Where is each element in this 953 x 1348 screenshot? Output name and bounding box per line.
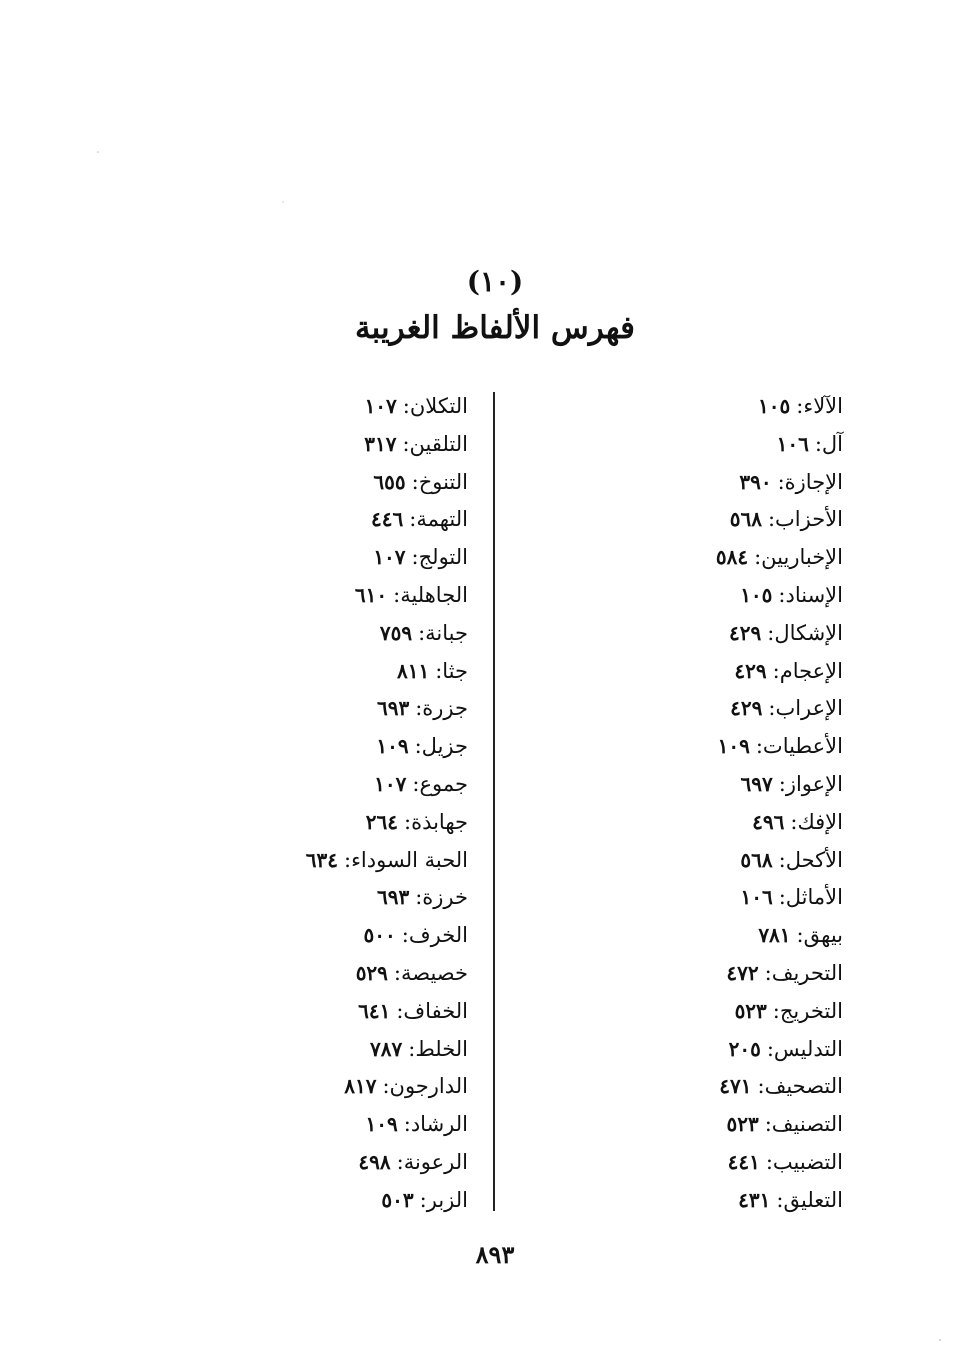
index-entry <box>118 690 468 728</box>
index-entry <box>118 653 468 691</box>
index-entry <box>523 804 843 842</box>
index-term: الإعجام <box>779 658 843 683</box>
separator-colon: : <box>415 696 423 721</box>
index-entry <box>523 917 843 955</box>
separator-colon: : <box>755 734 763 759</box>
index-page-number: ٤٩٦ <box>752 809 785 834</box>
index-page-number: ١٠٧ <box>364 394 397 418</box>
index-page-number: ٥٨٤ <box>715 545 749 570</box>
index-page-number: ١٠٧ <box>373 545 406 570</box>
index-entry <box>523 728 843 766</box>
index-entry <box>118 804 468 842</box>
index-page-number: ١٠٩ <box>376 734 409 759</box>
index-term: الدارجون <box>389 1074 468 1099</box>
index-term: الإفك <box>797 809 843 834</box>
index-term: جموع <box>419 771 468 796</box>
separator-colon: : <box>796 923 804 948</box>
index-term: خرزة <box>422 885 468 910</box>
separator-colon: : <box>403 1112 411 1137</box>
index-entry <box>523 426 843 464</box>
index-entry <box>523 1144 843 1182</box>
index-entry <box>523 464 843 502</box>
index-term: الإسناد <box>785 582 843 607</box>
index-page-number: ٦١٠ <box>354 582 388 607</box>
index-term: التصحيف <box>764 1074 843 1099</box>
page-number: ٨٩٣ <box>475 1240 515 1269</box>
index-page-number: ٧٨١ <box>758 923 791 948</box>
separator-colon: : <box>772 658 780 683</box>
index-term: التلقين <box>409 431 468 456</box>
index-entry <box>118 1144 468 1182</box>
separator-colon: : <box>415 885 423 910</box>
index-term: الخلط <box>415 1036 468 1061</box>
separator-colon: : <box>767 507 776 532</box>
separator-colon: : <box>414 734 422 759</box>
index-page-number: ٥٦٨ <box>740 847 773 872</box>
separator-colon: : <box>766 1036 774 1061</box>
separator-colon: : <box>419 1187 427 1212</box>
index-term: خصيصة <box>401 960 468 985</box>
index-term: التحريف <box>771 960 843 985</box>
index-entry <box>523 539 843 577</box>
separator-colon: : <box>754 545 762 570</box>
index-entry <box>118 577 468 615</box>
separator-colon: : <box>765 1149 773 1174</box>
separator-colon: : <box>778 885 786 910</box>
index-term: التولج <box>418 545 468 570</box>
index-page-number: ١٠٥ <box>758 394 791 418</box>
separator-colon: : <box>778 582 786 607</box>
index-term: آل <box>821 431 843 456</box>
index-term: الإعواز <box>785 771 843 796</box>
separator-colon: : <box>814 431 822 456</box>
index-page-number: ١٠٩ <box>717 734 750 759</box>
chapter-number: (١٠) <box>466 265 524 298</box>
index-page-number: ٤٧٢ <box>726 960 759 985</box>
separator-colon: : <box>778 771 786 796</box>
index-page-number: ٦٥٥ <box>373 469 406 494</box>
separator-colon: : <box>412 771 420 796</box>
column-divider <box>493 392 495 1211</box>
index-entry <box>118 1031 468 1069</box>
separator-colon: : <box>396 998 404 1023</box>
index-term: التهمة <box>416 507 468 532</box>
separator-colon: : <box>393 582 401 607</box>
separator-colon: : <box>401 923 409 948</box>
index-page-number: ٤٢٩ <box>729 620 762 645</box>
index-term: الخرف <box>408 923 468 948</box>
separator-colon: : <box>393 960 401 985</box>
index-page-number: ٥٢٣ <box>734 998 767 1023</box>
index-term: جهابذة <box>411 809 468 834</box>
index-page-number: ٥٦٨ <box>729 507 762 532</box>
index-entry <box>523 993 843 1031</box>
index-page-number: ٨١١ <box>396 658 430 683</box>
index-term: الإشكال <box>774 620 843 645</box>
page-title: فهرس الألفاظ الغريبة <box>355 310 635 346</box>
separator-colon: : <box>767 620 775 645</box>
index-entry <box>523 1182 843 1220</box>
index-entry <box>523 690 843 728</box>
index-term: التضبيب <box>772 1149 843 1174</box>
separator-colon: : <box>764 1112 772 1137</box>
index-entry <box>523 388 843 426</box>
index-term: الإجازة <box>784 469 843 494</box>
separator-colon: : <box>776 1187 784 1212</box>
index-entry <box>523 766 843 804</box>
index-entry <box>118 842 468 880</box>
index-entry <box>118 1106 468 1144</box>
index-entry <box>118 766 468 804</box>
index-term: التخريج <box>779 998 843 1023</box>
index-entry <box>118 464 468 502</box>
index-term: جثا <box>442 658 468 683</box>
separator-colon: : <box>403 809 412 834</box>
index-page-number: ٣١٧ <box>364 431 397 456</box>
index-term: الرعونة <box>403 1149 468 1174</box>
index-page-number: ٧٨٧ <box>370 1036 403 1061</box>
index-term: بيهق <box>803 923 843 948</box>
index-entry <box>523 1106 843 1144</box>
index-term: التدليس <box>773 1036 843 1061</box>
index-term: التعليق <box>783 1187 843 1212</box>
index-term: الأحزاب <box>775 507 843 532</box>
index-term: الرشاد <box>410 1112 468 1137</box>
separator-colon: : <box>777 469 785 494</box>
index-term: الحبة السوداء <box>351 847 468 872</box>
index-entry <box>523 653 843 691</box>
index-term: جبانة <box>425 620 468 645</box>
index-page-number: ٦٣٤ <box>305 847 338 872</box>
index-page-number: ٦٩٧ <box>740 771 773 796</box>
index-page-number: ٦٩٣ <box>376 885 410 910</box>
index-entry <box>118 917 468 955</box>
index-page-number: ٤٩٨ <box>358 1149 391 1174</box>
separator-colon: : <box>409 507 417 532</box>
separator-colon: : <box>418 620 426 645</box>
index-page-number: ٤٤١ <box>727 1149 760 1174</box>
index-entry <box>523 615 843 653</box>
index-entry <box>118 1182 468 1220</box>
index-page-number: ٤٢٩ <box>734 658 767 683</box>
index-page-number: ٨١٧ <box>344 1074 377 1099</box>
separator-colon: : <box>778 847 786 872</box>
index-entry <box>118 1068 468 1106</box>
index-entry <box>118 728 468 766</box>
separator-colon: : <box>757 1074 765 1099</box>
separator-colon: : <box>382 1074 390 1099</box>
index-page-number: ٢٠٥ <box>728 1036 761 1061</box>
index-page-number: ١٠٦ <box>740 885 773 910</box>
index-term: الأعطيات <box>762 734 843 759</box>
index-page-number: ٥٢٣ <box>726 1112 759 1137</box>
index-entry <box>118 955 468 993</box>
index-page-number: ٤٤٦ <box>371 507 404 532</box>
separator-colon: : <box>764 960 772 985</box>
index-entry <box>523 1068 843 1106</box>
index-term: التصنيف <box>771 1112 843 1137</box>
separator-colon: : <box>768 696 776 721</box>
index-page-number: ٤٧١ <box>719 1074 752 1099</box>
index-entry <box>118 388 468 426</box>
index-page-number: ١٠٦ <box>776 431 809 456</box>
index-page-number: ١٠٥ <box>740 582 773 607</box>
index-term: جزيل <box>421 734 468 759</box>
index-page-number: ٢٦٤ <box>365 809 398 834</box>
index-term: الزبر <box>426 1187 468 1212</box>
separator-colon: : <box>396 1149 404 1174</box>
index-page-number: ٥٢٩ <box>355 960 388 985</box>
separator-colon: : <box>402 394 410 418</box>
index-entry <box>118 879 468 917</box>
index-column-right <box>523 388 843 1220</box>
index-term: الإخباريين <box>761 545 843 570</box>
index-term: الآلاء <box>803 394 843 418</box>
index-entry <box>523 955 843 993</box>
index-page-number: ٥٠٣ <box>381 1187 414 1212</box>
index-page-number: ٦٤١ <box>358 998 391 1023</box>
index-term: التكلان <box>409 394 468 418</box>
index-entry <box>118 501 468 539</box>
separator-colon: : <box>411 545 419 570</box>
index-page-number: ٣٩٠ <box>739 469 772 494</box>
index-page-number: ٤٢٩ <box>730 696 763 721</box>
separator-colon: : <box>435 658 443 683</box>
index-page-number: ١٠٧ <box>374 771 407 796</box>
index-term: التنوخ <box>418 469 468 494</box>
separator-colon: : <box>772 998 780 1023</box>
index-term: الخفاف <box>403 998 468 1023</box>
index-entry <box>523 577 843 615</box>
index-entry <box>523 501 843 539</box>
index-term: الإعراب <box>775 696 843 721</box>
index-page-number: ٧٥٩ <box>379 620 413 645</box>
index-term: جزرة <box>422 696 468 721</box>
index-column-left <box>118 388 468 1220</box>
index-term: الأكحل <box>785 847 843 872</box>
index-page-number: ١٠٩ <box>365 1112 398 1137</box>
index-entry <box>523 879 843 917</box>
separator-colon: : <box>790 809 798 834</box>
index-entry <box>523 842 843 880</box>
index-entry <box>118 993 468 1031</box>
separator-colon: : <box>796 394 804 418</box>
index-term: الأماثل <box>785 885 843 910</box>
separator-colon: : <box>411 469 419 494</box>
separator-colon: : <box>402 431 410 456</box>
separator-colon: : <box>408 1036 416 1061</box>
index-entry <box>118 539 468 577</box>
index-page-number: ٤٣١ <box>738 1187 771 1212</box>
index-page-number: ٥٠٠ <box>363 923 396 948</box>
index-term: الجاهلية <box>400 582 468 607</box>
index-entry <box>118 426 468 464</box>
index-entry <box>523 1031 843 1069</box>
index-entry <box>118 615 468 653</box>
separator-colon: : <box>343 847 352 872</box>
index-page-number: ٦٩٣ <box>376 696 410 721</box>
